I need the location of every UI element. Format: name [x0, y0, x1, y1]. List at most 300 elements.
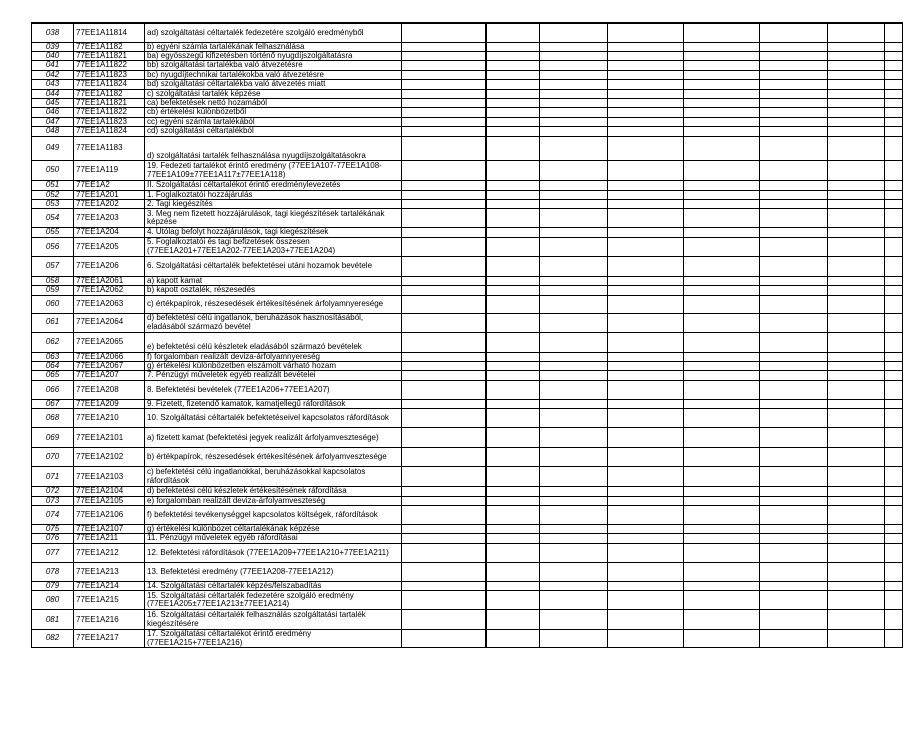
value-cell [540, 199, 608, 208]
value-cell [608, 80, 684, 89]
row-code: 77EE1A209 [74, 399, 145, 408]
row-code: 77EE1A119 [74, 161, 145, 181]
value-cell [760, 256, 828, 276]
row-description: b) egyéni számla tartalékának felhasználása [145, 42, 402, 51]
value-cell [608, 276, 684, 285]
value-cell [760, 534, 828, 543]
value-cell [608, 209, 684, 228]
row-number: 062 [32, 332, 74, 352]
row-number: 043 [32, 80, 74, 89]
value-cell [684, 276, 760, 285]
row-number: 038 [32, 23, 74, 42]
value-cell [684, 237, 760, 256]
table-row [32, 543, 903, 562]
value-cell [540, 70, 608, 79]
table-row [32, 295, 903, 313]
value-cell [540, 23, 608, 42]
row-code: 77EE1A2062 [74, 286, 145, 295]
value-cell [486, 630, 540, 648]
value-cell [828, 23, 885, 42]
row-description: 17. Szolgáltatási céltartalékot érintő eredmény (77EE1A215+77EE1A216) [145, 630, 402, 648]
value-cell [486, 127, 540, 137]
value-cell [402, 276, 486, 285]
value-cell [402, 23, 486, 42]
row-description: b) értékpapírok, részesedések értékesítésének árfolyamvesztesége [145, 448, 402, 467]
value-cell [608, 23, 684, 42]
table-row [32, 286, 903, 295]
value-cell [540, 448, 608, 467]
value-cell [885, 190, 903, 199]
value-cell [828, 525, 885, 534]
value-cell [885, 161, 903, 181]
row-description: g) értékelési különbözet céltartalékának képzése [145, 525, 402, 534]
value-cell [402, 51, 486, 60]
row-code: 77EE1A215 [74, 591, 145, 610]
value-cell [885, 127, 903, 137]
value-cell [760, 70, 828, 79]
row-description: II. Szolgáltatási céltartalékot érintő eredménylevezetés [145, 181, 402, 190]
row-code: 77EE1A210 [74, 409, 145, 428]
value-cell [760, 525, 828, 534]
row-code: 77EE1A211 [74, 534, 145, 543]
row-number: 044 [32, 89, 74, 98]
table-row [32, 89, 903, 98]
table-row [32, 352, 903, 361]
table-row [32, 80, 903, 89]
value-cell [760, 276, 828, 285]
value-cell [828, 496, 885, 505]
row-number: 061 [32, 313, 74, 332]
row-description: e) forgalomban realizált deviza-árfolyamveszteség [145, 496, 402, 505]
value-cell [608, 409, 684, 428]
row-number: 074 [32, 506, 74, 525]
value-cell [885, 428, 903, 448]
row-code: 77EE1A11814 [74, 23, 145, 42]
row-description: bc) nyugdíjtechnikai tartalékokba való átvezetésre [145, 70, 402, 79]
row-description: 19. Fedezeti tartalékot érintő eredmény (77EE1A107-77EE1A108-77EE1A109±77EE1A117±77EE1A118) [145, 161, 402, 181]
row-code: 77EE1A11823 [74, 117, 145, 126]
value-cell [828, 506, 885, 525]
value-cell [885, 332, 903, 352]
value-cell [828, 409, 885, 428]
value-cell [885, 137, 903, 161]
value-cell [540, 371, 608, 380]
value-cell [885, 295, 903, 313]
value-cell [828, 562, 885, 581]
value-cell [684, 190, 760, 199]
value-cell [540, 543, 608, 562]
value-cell [760, 399, 828, 408]
row-code: 77EE1A216 [74, 610, 145, 630]
row-code: 77EE1A202 [74, 199, 145, 208]
value-cell [486, 80, 540, 89]
value-cell [540, 467, 608, 487]
value-cell [885, 362, 903, 371]
value-cell [684, 42, 760, 51]
row-code: 77EE1A204 [74, 228, 145, 237]
ledger-table-body [32, 23, 903, 648]
value-cell [885, 209, 903, 228]
value-cell [540, 295, 608, 313]
value-cell [885, 199, 903, 208]
value-cell [608, 543, 684, 562]
value-cell [684, 409, 760, 428]
table-row [32, 51, 903, 60]
row-number: 077 [32, 543, 74, 562]
value-cell [885, 610, 903, 630]
value-cell [684, 23, 760, 42]
table-row [32, 399, 903, 408]
value-cell [608, 42, 684, 51]
row-description: c) befektetési célú ingatlanokkal, beruházásokkal kapcsolatos ráfordítások [145, 467, 402, 487]
value-cell [486, 399, 540, 408]
value-cell [608, 332, 684, 352]
value-cell [402, 610, 486, 630]
row-description: d) szolgáltatási tartalék felhasználása nyugdíjszolgáltatásokra [145, 137, 402, 161]
value-cell [885, 562, 903, 581]
value-cell [486, 371, 540, 380]
value-cell [885, 98, 903, 107]
value-cell [760, 237, 828, 256]
value-cell [684, 630, 760, 648]
row-code: 77EE1A213 [74, 562, 145, 581]
value-cell [684, 380, 760, 399]
row-code: 77EE1A214 [74, 581, 145, 590]
value-cell [486, 137, 540, 161]
row-description: 5. Foglalkoztatói és tagi befizetések összesen (77EE1A201+77EE1A202-77EE1A203+77EE1A204) [145, 237, 402, 256]
value-cell [885, 525, 903, 534]
value-cell [486, 256, 540, 276]
value-cell [885, 108, 903, 117]
value-cell [885, 313, 903, 332]
table-row [32, 237, 903, 256]
table-row [32, 362, 903, 371]
value-cell [486, 276, 540, 285]
value-cell [885, 237, 903, 256]
value-cell [885, 409, 903, 428]
value-cell [608, 581, 684, 590]
value-cell [608, 591, 684, 610]
row-number: 047 [32, 117, 74, 126]
value-cell [608, 70, 684, 79]
value-cell [760, 428, 828, 448]
row-code: 77EE1A11821 [74, 51, 145, 60]
row-description: cd) szolgáltatási céltartalékból [145, 127, 402, 137]
value-cell [885, 51, 903, 60]
value-cell [684, 199, 760, 208]
value-cell [608, 352, 684, 361]
value-cell [760, 448, 828, 467]
value-cell [402, 409, 486, 428]
table-row [32, 562, 903, 581]
value-cell [684, 467, 760, 487]
row-number: 055 [32, 228, 74, 237]
value-cell [540, 352, 608, 361]
value-cell [760, 80, 828, 89]
value-cell [885, 399, 903, 408]
row-number: 064 [32, 362, 74, 371]
value-cell [540, 61, 608, 70]
value-cell [486, 295, 540, 313]
table-row [32, 428, 903, 448]
row-number: 078 [32, 562, 74, 581]
value-cell [684, 70, 760, 79]
value-cell [486, 23, 540, 42]
value-cell [486, 61, 540, 70]
value-cell [760, 543, 828, 562]
value-cell [684, 51, 760, 60]
row-code: 77EE1A2065 [74, 332, 145, 352]
value-cell [486, 525, 540, 534]
row-code: 77EE1A2104 [74, 487, 145, 496]
row-description: 10. Szolgáltatási céltartalék befektetéseivel kapcsolatos ráfordítások [145, 409, 402, 428]
value-cell [684, 487, 760, 496]
value-cell [885, 181, 903, 190]
row-description: c) szolgáltatási tartalék képzése [145, 89, 402, 98]
row-description: ba) egyösszegű kifizetésben történő nyugdíjszolgáltatásra [145, 51, 402, 60]
row-description: ad) szolgáltatási céltartalék fedezetére szolgáló eredményből [145, 23, 402, 42]
table-row [32, 276, 903, 285]
table-row [32, 591, 903, 610]
value-cell [486, 506, 540, 525]
value-cell [608, 371, 684, 380]
value-cell [684, 80, 760, 89]
row-code: 77EE1A11821 [74, 98, 145, 107]
value-cell [684, 352, 760, 361]
row-number: 057 [32, 256, 74, 276]
row-code: 77EE1A2 [74, 181, 145, 190]
value-cell [828, 332, 885, 352]
row-description: a) fizetett kamat (befektetési jegyek realizált árfolyamvesztesége) [145, 428, 402, 448]
value-cell [402, 525, 486, 534]
row-number: 050 [32, 161, 74, 181]
value-cell [608, 51, 684, 60]
value-cell [402, 161, 486, 181]
value-cell [608, 610, 684, 630]
value-cell [760, 562, 828, 581]
value-cell [486, 181, 540, 190]
value-cell [402, 209, 486, 228]
row-number: 081 [32, 610, 74, 630]
table-row [32, 448, 903, 467]
value-cell [486, 237, 540, 256]
value-cell [608, 295, 684, 313]
value-cell [885, 543, 903, 562]
value-cell [828, 534, 885, 543]
row-description: b) kapott osztalék, részesedés [145, 286, 402, 295]
value-cell [540, 256, 608, 276]
value-cell [828, 70, 885, 79]
value-cell [760, 61, 828, 70]
value-cell [828, 543, 885, 562]
value-cell [608, 286, 684, 295]
value-cell [402, 581, 486, 590]
value-cell [828, 581, 885, 590]
value-cell [760, 190, 828, 199]
value-cell [608, 228, 684, 237]
value-cell [402, 352, 486, 361]
table-row [32, 117, 903, 126]
value-cell [885, 228, 903, 237]
value-cell [402, 506, 486, 525]
value-cell [760, 199, 828, 208]
value-cell [402, 295, 486, 313]
row-description: d) befektetési célú készletek értékesítésének ráfordítása [145, 487, 402, 496]
value-cell [402, 371, 486, 380]
row-description: cb) értékelési különbözetből [145, 108, 402, 117]
value-cell [885, 61, 903, 70]
value-cell [486, 51, 540, 60]
value-cell [402, 428, 486, 448]
value-cell [684, 525, 760, 534]
value-cell [486, 161, 540, 181]
value-cell [486, 362, 540, 371]
row-code: 77EE1A2106 [74, 506, 145, 525]
value-cell [402, 199, 486, 208]
table-row [32, 23, 903, 42]
value-cell [760, 23, 828, 42]
value-cell [760, 127, 828, 137]
value-cell [828, 428, 885, 448]
value-cell [885, 534, 903, 543]
row-number: 056 [32, 237, 74, 256]
value-cell [608, 161, 684, 181]
value-cell [885, 371, 903, 380]
value-cell [684, 534, 760, 543]
value-cell [540, 98, 608, 107]
value-cell [684, 127, 760, 137]
table-row [32, 98, 903, 107]
value-cell [540, 51, 608, 60]
value-cell [402, 496, 486, 505]
value-cell [885, 23, 903, 42]
value-cell [608, 496, 684, 505]
row-number: 059 [32, 286, 74, 295]
row-description: 6. Szolgáltatási céltartalék befektetései utáni hozamok bevétele [145, 256, 402, 276]
row-description: g) értékelési különbözetben elszámolt várható hozam [145, 362, 402, 371]
table-row [32, 409, 903, 428]
row-number: 070 [32, 448, 74, 467]
value-cell [760, 352, 828, 361]
table-row [32, 199, 903, 208]
value-cell [486, 581, 540, 590]
value-cell [885, 352, 903, 361]
value-cell [608, 108, 684, 117]
value-cell [402, 108, 486, 117]
value-cell [540, 591, 608, 610]
value-cell [402, 332, 486, 352]
value-cell [540, 137, 608, 161]
value-cell [402, 70, 486, 79]
row-code: 77EE1A217 [74, 630, 145, 648]
value-cell [684, 562, 760, 581]
value-cell [402, 362, 486, 371]
value-cell [684, 506, 760, 525]
table-row [32, 42, 903, 51]
value-cell [486, 352, 540, 361]
value-cell [828, 448, 885, 467]
value-cell [885, 70, 903, 79]
row-code: 77EE1A2107 [74, 525, 145, 534]
row-code: 77EE1A2061 [74, 276, 145, 285]
value-cell [885, 630, 903, 648]
row-number: 069 [32, 428, 74, 448]
value-cell [828, 630, 885, 648]
value-cell [486, 70, 540, 79]
value-cell [684, 209, 760, 228]
value-cell [760, 380, 828, 399]
value-cell [608, 362, 684, 371]
value-cell [608, 525, 684, 534]
value-cell [760, 137, 828, 161]
value-cell [885, 506, 903, 525]
value-cell [540, 89, 608, 98]
row-code: 77EE1A11824 [74, 127, 145, 137]
value-cell [684, 371, 760, 380]
value-cell [608, 61, 684, 70]
value-cell [608, 137, 684, 161]
row-code: 77EE1A203 [74, 209, 145, 228]
value-cell [760, 286, 828, 295]
value-cell [684, 610, 760, 630]
table-row [32, 630, 903, 648]
row-description: cc) egyéni számla tartalékából [145, 117, 402, 126]
row-number: 073 [32, 496, 74, 505]
value-cell [828, 199, 885, 208]
value-cell [540, 80, 608, 89]
table-row [32, 380, 903, 399]
value-cell [608, 534, 684, 543]
value-cell [540, 562, 608, 581]
value-cell [608, 127, 684, 137]
value-cell [760, 630, 828, 648]
row-code: 77EE1A2103 [74, 467, 145, 487]
value-cell [760, 313, 828, 332]
table-row [32, 496, 903, 505]
value-cell [760, 209, 828, 228]
value-cell [608, 199, 684, 208]
value-cell [684, 256, 760, 276]
row-number: 067 [32, 399, 74, 408]
value-cell [540, 286, 608, 295]
row-code: 77EE1A207 [74, 371, 145, 380]
row-number: 058 [32, 276, 74, 285]
value-cell [885, 89, 903, 98]
table-row [32, 181, 903, 190]
table-row [32, 487, 903, 496]
row-number: 080 [32, 591, 74, 610]
row-number: 049 [32, 137, 74, 161]
row-number: 053 [32, 199, 74, 208]
value-cell [402, 487, 486, 496]
value-cell [828, 591, 885, 610]
value-cell [608, 467, 684, 487]
value-cell [684, 286, 760, 295]
value-cell [608, 181, 684, 190]
value-cell [402, 228, 486, 237]
value-cell [828, 137, 885, 161]
value-cell [486, 380, 540, 399]
value-cell [540, 487, 608, 496]
value-cell [885, 581, 903, 590]
table-row [32, 332, 903, 352]
value-cell [402, 137, 486, 161]
value-cell [828, 467, 885, 487]
value-cell [540, 409, 608, 428]
value-cell [540, 581, 608, 590]
value-cell [402, 181, 486, 190]
value-cell [608, 237, 684, 256]
